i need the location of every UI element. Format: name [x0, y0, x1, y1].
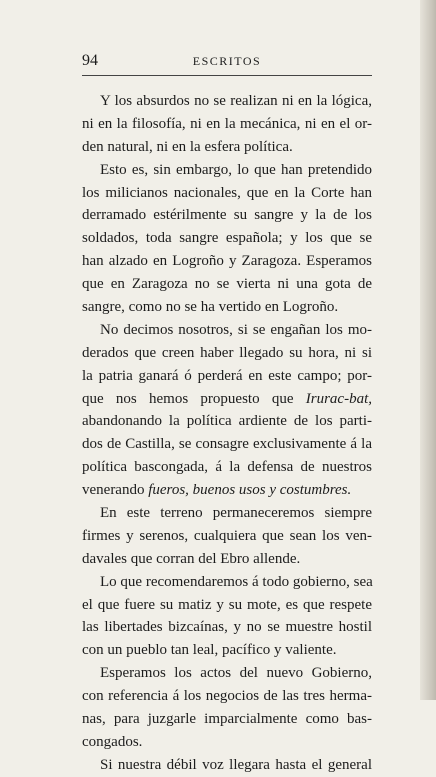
text-line: Lo que recomendaremos á todo gobierno, sea: [100, 573, 373, 590]
text-line: han alzado en Logroño y Zaragoza. Esperamos: [82, 253, 372, 270]
text-line: con un pueblo tan leal, pacífico y valiente.: [82, 642, 337, 659]
text-line: derados que creen haber llegado su hora, ni si: [82, 344, 372, 361]
text-line: política bascongada, á la defensa de nuestros: [82, 459, 372, 476]
body-text: [82, 90, 372, 777]
running-head: ESCRITOS: [192, 54, 262, 68]
text-line: soldados, toda sangre española; y los que se: [82, 230, 372, 247]
italic-phrase: Irurac-bat,: [305, 390, 372, 407]
text-line: No decimos nosotros, si se engañan los mo-: [100, 321, 372, 338]
text-line: den natural, ni en la esfera política.: [82, 138, 293, 155]
text-line: ni en la filosofía, ni en la mecánica, ni en el or-: [82, 115, 372, 132]
text-line: el que fuere su matiz y su mote, es que respete: [82, 596, 372, 613]
text-line: abandonando la política ardiente de los parti-: [82, 413, 372, 430]
text-line: Y los absurdos no se realizan ni en la lógica,: [100, 93, 372, 109]
text-line: sangre, como no se ha vertido en Logroño.: [82, 299, 339, 316]
text-line: los milicianos nacionales, que en la Corte han: [82, 184, 372, 201]
text-line: Si nuestra débil voz llegara hasta el general: [100, 756, 372, 773]
text-line: Esto es, sin embargo, lo que han pretendido: [100, 161, 372, 178]
text-line: davales que corran del Ebro allende.: [82, 550, 301, 567]
page-header: [82, 52, 372, 72]
text-line: nas, para juzgarle imparcialmente como bas-: [82, 711, 372, 728]
text-line: dos de Castilla, se consagre exclusivamente á la: [82, 436, 372, 453]
text-line: Esperamos los actos del nuevo Gobierno,: [100, 665, 372, 682]
text-line: que en Zaragoza no se vierta ni una gota de: [82, 276, 372, 293]
page-edge: [420, 0, 436, 700]
text-line: derramado estérilmente su sangre y la de los: [82, 207, 372, 224]
text-run: que nos hemos propuesto que: [82, 390, 306, 407]
text-line-mixed: [82, 388, 372, 411]
text-line: con referencia á los negocios de las tres herma-: [82, 688, 372, 705]
text-line-mixed: [82, 479, 372, 502]
page-number: 94: [82, 52, 98, 69]
text-line: firmes y serenos, cualquiera que sean los ven-: [82, 527, 372, 544]
text-line: En este terreno permaneceremos siempre: [100, 505, 372, 522]
text-line: la patria ganará ó perderá en este campo; por-: [82, 367, 372, 384]
text-run: venerando: [82, 482, 149, 499]
header-rule: [82, 75, 372, 76]
text-line: las libertades bizcaínas, y no se muestre hostil: [82, 619, 372, 636]
italic-phrase: fueros, buenos usos y costumbres.: [148, 482, 352, 499]
text-line: congados.: [82, 733, 143, 750]
